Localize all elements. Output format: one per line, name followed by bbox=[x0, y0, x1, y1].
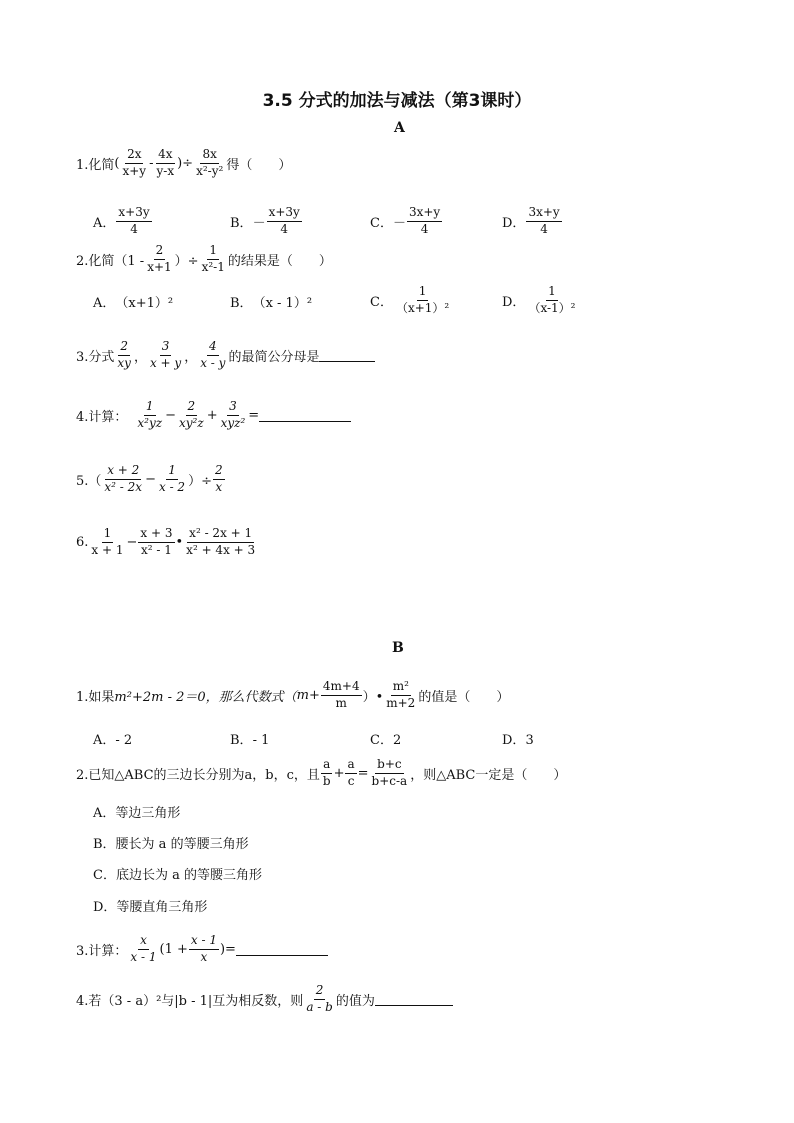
question-b4: 4.若（3 - a）²与|b - 1|互为相反数，则 $\frac{2}{a - b}$ 的值为 bbox=[76, 984, 453, 1015]
choice-b1-b[interactable]: B．- 1 bbox=[230, 733, 270, 748]
choice-b2-b[interactable]: B．腰长为 a 的等腰三角形 bbox=[93, 837, 249, 852]
question-a2: 2.化简（1 - $\frac{2}{x+1}$ ）÷ $\frac{1}{\text{x²-1}}$ 的结果是（ ） bbox=[76, 243, 332, 274]
choice-b2-c[interactable]: C．底边长为 a 的等腰三角形 bbox=[93, 868, 262, 883]
question-b1: 1.如果 m²+2m - 2＝0，那么代数式（ m+ $\frac{4m+4}{m}$ ）• $\frac{\text{m²}}{m+2}$ 的值是（ ） bbox=[76, 679, 510, 710]
choice-a2-a[interactable]: A． （x+1）² bbox=[93, 296, 174, 311]
choice-a2-d[interactable]: D． $\frac{1}{\text{（x-1）²}}$ bbox=[502, 284, 576, 315]
answer-blank[interactable] bbox=[375, 993, 453, 1006]
question-b2: 2.已知△ABC的三边长分别为a，b，c，且 $\frac{a}{b}$ + $\frac{a}{c}$ = $\frac{b+c}{b+c-a}$ ，则△ABC一定是（ ） bbox=[76, 757, 567, 788]
choice-a1-a[interactable]: A． $\frac{x+3y}{4}$ bbox=[93, 205, 150, 236]
fraction: $\frac{1}{\text{x²-1}}$ bbox=[201, 243, 225, 274]
question-a1-suffix: 得（ ） bbox=[226, 157, 292, 173]
choice-b2-d[interactable]: D．等腰直角三角形 bbox=[93, 900, 208, 915]
question-a5: 5.（ $\frac{x + 2}{\text{x² - 2x}}$ − $\frac{1}{x - 2}$ ）÷ $\frac{2}{x}$ bbox=[76, 463, 223, 494]
choice-b1-d[interactable]: D．3 bbox=[502, 733, 534, 748]
choice-b1-c[interactable]: C．2 bbox=[370, 733, 402, 748]
choice-a1-b[interactable]: B． － $\frac{x+3y}{4}$ bbox=[230, 205, 300, 236]
fraction: $\frac{2x}{x+y}$ bbox=[122, 147, 147, 178]
answer-blank[interactable] bbox=[319, 349, 375, 362]
choice-b1-a[interactable]: A．- 2 bbox=[93, 733, 133, 748]
section-a-heading: A bbox=[394, 120, 405, 136]
fraction: $\frac{2}{x+1}$ bbox=[147, 243, 172, 274]
question-a1: 1.化简 ( $\frac{2x}{x+y}$ - $\frac{4x}{y-x}$ )÷ $\frac{8x}{\text{x²-y²}}$ 得（ ） bbox=[76, 147, 292, 178]
choice-a1-d[interactable]: D． $\frac{3x+y}{4}$ bbox=[502, 205, 560, 236]
question-a1-prefix: 1.化简 bbox=[76, 157, 115, 173]
question-a3: 3.分式 $\frac{2}{xy}$ ， $\frac{3}{x + y}$ ， $\frac{4}{x - y}$ 的最简公分母是 bbox=[76, 340, 375, 371]
choice-a2-b[interactable]: B． （x - 1）² bbox=[230, 296, 313, 311]
question-a4: 4.计算： $\frac{1}{\text{x²yz}}$ − $\frac{2}{\text{xy²z}}$ + $\frac{3}{\text{xyz²}}$ = bbox=[76, 400, 351, 431]
page-title: 3.5 分式的加法与减法（第3课时） bbox=[262, 91, 532, 111]
choice-b2-a[interactable]: A．等边三角形 bbox=[93, 806, 181, 821]
choice-a2-c[interactable]: C． $\frac{1}{\text{（x+1）²}}$ bbox=[370, 284, 450, 315]
question-a6: 6. $\frac{1}{x + 1}$ − $\frac{x + 3}{\text{x² - 1}}$ • $\frac{\text{x² - 2x + 1}}{\text{x² + 4x + 3}}$ bbox=[76, 526, 256, 557]
answer-blank[interactable] bbox=[259, 409, 351, 422]
answer-blank[interactable] bbox=[236, 943, 328, 956]
question-b3: 3.计算： $\frac{x}{x - 1}$ (1 + $\frac{x - 1}{x}$ )= bbox=[76, 934, 328, 965]
fraction: $\frac{8x}{\text{x²-y²}}$ bbox=[196, 147, 224, 178]
section-b-heading: B bbox=[392, 640, 404, 656]
choice-a1-c[interactable]: C． － $\frac{3x+y}{4}$ bbox=[370, 205, 441, 236]
fraction: $\frac{4x}{y-x}$ bbox=[156, 147, 175, 178]
